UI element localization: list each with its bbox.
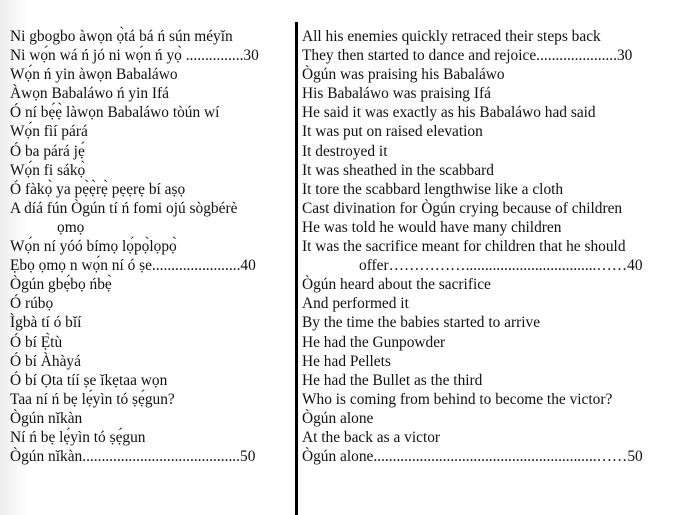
translation-line: He was told he would have many children [302,218,562,236]
verse-line: Wọ́n ń yin àwọn Babaláwo [10,66,178,84]
verse-line: Ògún nǐkàn.........................................50 [10,448,256,466]
verse-line: Ó bí Àhàyá [10,352,81,370]
verse-line: Taa ní ń bẹ lẹ́yìn tó ṣẹ́gun? [10,390,175,408]
translation-line-continuation: offer……………..................................……40 [359,257,643,275]
translation-line: Ògún alone..........................................................……50 [302,448,643,466]
verse-line: Ó bí Ẹ̀tù [10,333,63,351]
translation-line: He had Pellets [302,352,391,370]
translation-line: And performed it [302,295,409,313]
translation-line: It was put on raised elevation [302,123,483,141]
verse-line: Ó rúbọ [10,295,54,313]
translation-line: It was sheathed in the scabbard [302,161,494,179]
verse-line: Ó ba párá jẹ́ [10,142,85,160]
verse-line: Ẹbọ ọmọ n wọ́n ní ó ṣe.......................40 [10,257,256,275]
translation-line: Ògún was praising his Babaláwo [302,66,505,84]
verse-line: Àwọn Babaláwo ń yin Ifá [10,85,169,103]
translation-line: All his enemies quickly retraced their steps back [302,28,601,45]
translation-line: It destroyed it [302,142,388,160]
verse-line: Ni gbogbo àwọn ọ̀tá bá ń sún méyǐn [10,28,233,45]
translation-line: It tore the scabbard lengthwise like a cloth [302,180,564,198]
translation-line: At the back as a victor [302,428,441,446]
yoruba-text-column [10,27,292,466]
translation-line: Ògún heard about the sacrifice [302,276,491,294]
verse-line: Ìgbà tí ó bǐí [10,314,82,332]
verse-line: Ògún nǐkàn [10,409,83,427]
translation-line: By the time the babies started to arrive [302,314,541,332]
verse-line: Ó fàkọ̀ ya pẹ̀ẹ̀rẹ̀ pẹẹrẹ bí aṣọ [10,180,186,198]
verse-line: Ó ní bẹ́ẹ̀ làwọn Babaláwo tòún wí [10,104,220,122]
verse-line: Ó bí Ọta tíí ṣe ǐkẹtaa wọn [10,371,168,389]
translation-line: It was the sacrifice meant for children that he should [302,238,626,256]
verse-line: A díá fún Ògún tí ń fomi ojú sògbérè [10,199,238,217]
translation-line: Cast divination for Ògún crying because of children [302,199,623,217]
verse-line: Ni wọ́n wá ń jó ni wọ́n ń yọ̀ ...............30 [10,47,259,65]
translation-line: Ògún alone [302,409,374,427]
translation-line: He had the Bullet as the third [302,371,483,389]
verse-line-continuation: ọmọ [57,218,85,236]
verse-line: Ògún gbẹ́bọ ńbẹ̀ [10,276,112,294]
verse-line: Wọ́n ní yóó bímọ lọ́pọ̀lọpọ̀ [10,238,177,256]
verse-line: Ní ń bẹ lẹ́yìn tó ṣẹ́gun [10,428,146,446]
translation-line: His Babaláwo was praising Ifá [302,85,491,103]
column-divider [295,22,298,515]
verse-line: Wọ́n fi sákọ̀ [10,161,86,179]
verse-line: Wọ́n fìí párá [10,123,88,141]
english-translation-column [302,27,672,466]
translation-line: He said it was exactly as his Babaláwo had said [302,104,596,122]
translation-line: They then started to dance and rejoice.....................30 [302,47,633,65]
translation-line: He had the Gunpowder [302,333,446,351]
translation-line: Who is coming from behind to become the victor? [302,390,613,408]
